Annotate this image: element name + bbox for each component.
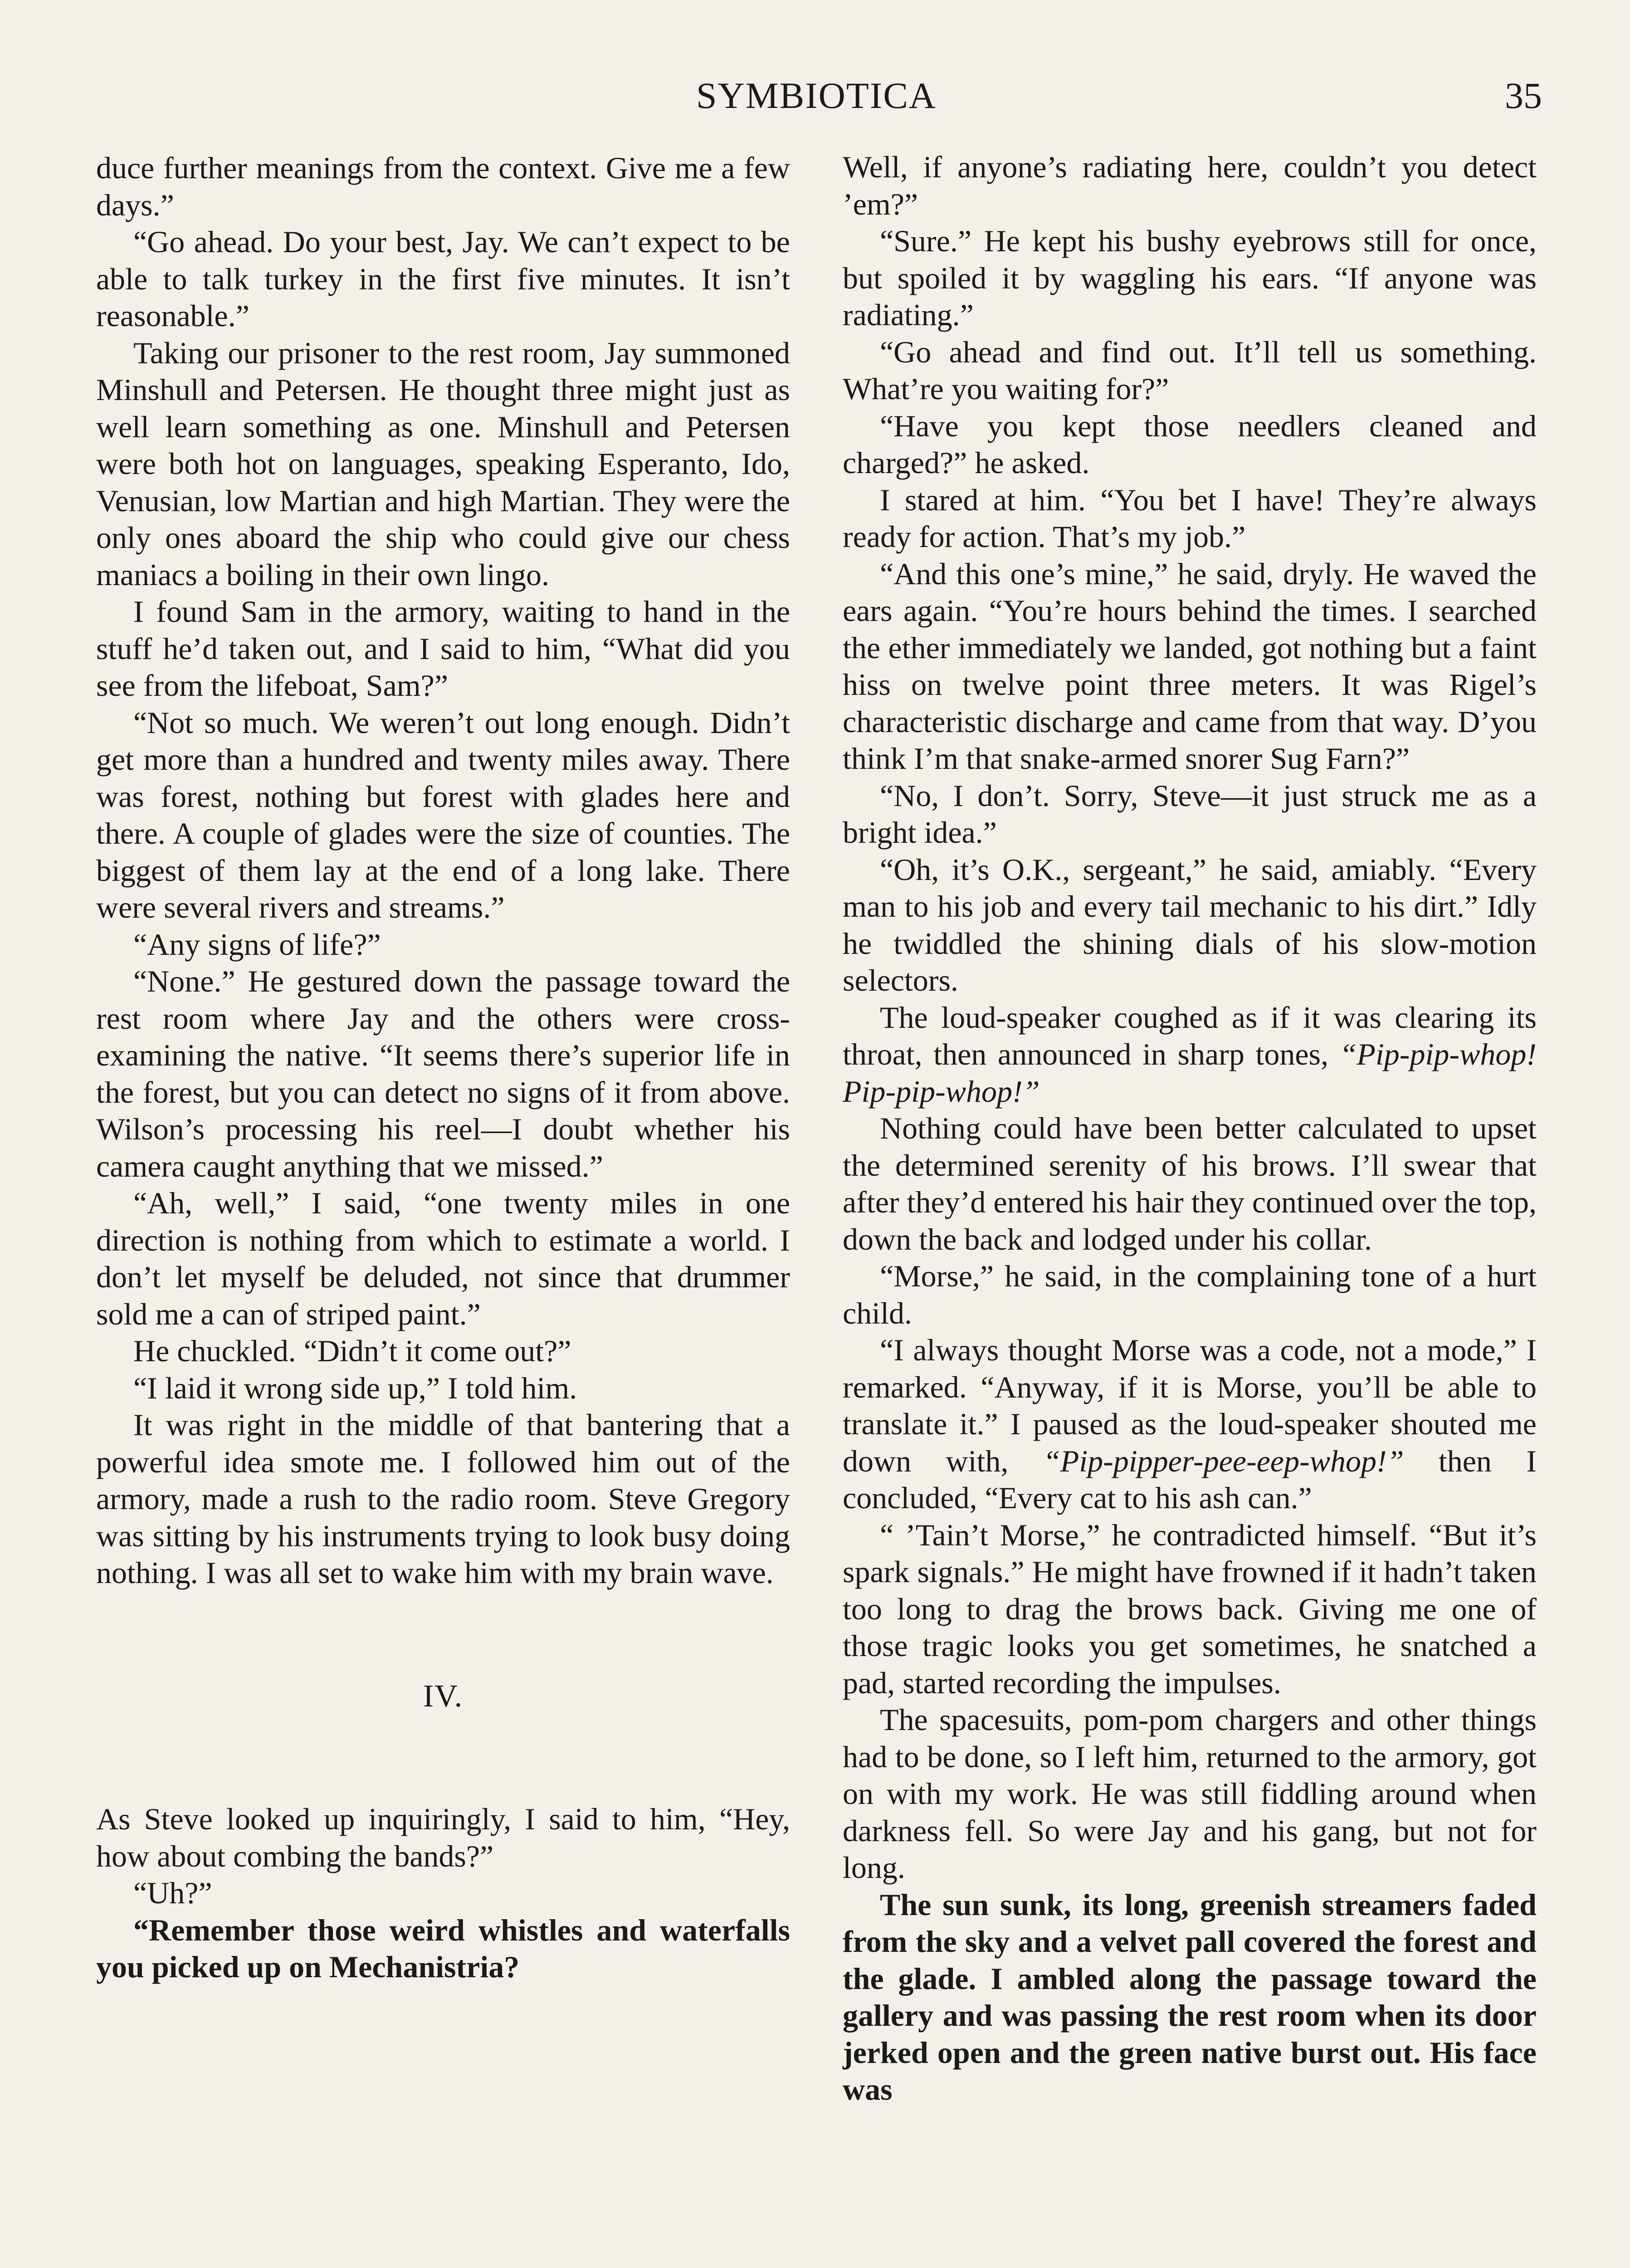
paragraph-text: “I always thought Morse was a code, not a mode,” I remarked. “Anyway, if it is Morse, you’ll be able to translate it.” I paused as the loud-speaker shouted me down with,: [843, 1333, 1537, 1478]
page-number: 35: [1505, 75, 1542, 116]
paragraph: The sun sunk, its long, greenish streamers faded from the sky and a velvet pall covered the forest and the glade. I ambled along the passage toward the gallery and was passing the rest room when its door jerked open and the green native burst out. His face was: [843, 1887, 1537, 2107]
paragraph: He chuckled. “Didn’t it come out?”: [133, 1334, 571, 1368]
paragraph: I found Sam in the armory, waiting to hand in the stuff he’d taken out, and I said to him, “What did you see from the lifeboat, Sam?”: [96, 594, 790, 703]
paragraph-text: The loud-speaker coughed as if it was clearing its throat, then announced in sharp tones,: [843, 1000, 1537, 1071]
paragraph: I stared at him. “You bet I have! They’re always ready for action. That’s my job.”: [843, 482, 1537, 554]
paragraph: “Morse,” he said, in the complaining tone of a hurt child.: [843, 1259, 1537, 1330]
paragraph: As Steve looked up inquiringly, I said to him, “Hey, how about combing the bands?”: [96, 1802, 790, 1873]
running-head: SYMBIOTICA: [696, 75, 937, 116]
paragraph: “Sure.” He kept his bushy eyebrows still for once, but spoiled it by waggling his ears. “If anyone was radiating.”: [843, 224, 1537, 332]
paragraph: The spacesuits, pom-pom chargers and other things had to be done, so I left him, returned to the armory, got on with my work. He was still fiddling around when darkness fell. So were Jay and his gang, but not for long.: [843, 1702, 1537, 1885]
paragraph: “Uh?”: [133, 1876, 212, 1910]
paragraph: “Oh, it’s O.K., sergeant,” he said, amiably. “Every man to his job and every tail mechanic to his dirt.” Idly he twiddled the shining dials of his slow-motion selectors.: [843, 852, 1537, 997]
right-text-column: [843, 149, 1537, 2108]
paragraph: Taking our prisoner to the rest room, Jay summoned Minshull and Petersen. He thought three might just as well learn something as one. Minshull and Petersen were both hot on languages, speaking Esperanto, Ido, Venusian, low Martian and high Martian. They were the only ones aboard the ship who could give our chess maniacs a boiling in their own lingo.: [96, 335, 790, 592]
paragraph: “Not so much. We weren’t out long enough. Didn’t get more than a hundred and twenty miles away. There was forest, nothing but forest with glades here and there. A couple of glades were the size of counties. The biggest of them lay at the end of a long lake. There were several rivers and streams.”: [96, 705, 790, 924]
paragraph: “ ’Tain’t Morse,” he contradicted himself. “But it’s spark signals.” He might have frowned if it hadn’t taken too long to drag the brows back. Giving me one of those tragic looks you get sometimes, he snatched a pad, started recording the impulses.: [843, 1517, 1537, 1700]
paragraph: “No, I don’t. Sorry, Steve—it just struck me as a bright idea.”: [843, 778, 1537, 850]
paragraph: [843, 999, 1537, 1110]
paragraph: “Remember those weird whistles and waterfalls you picked up on Mechanistria?: [96, 1912, 790, 1984]
paragraph: It was right in the middle of that bantering that a powerful idea smote me. I followed him out of the armory, made a rush to the radio room. Steve Gregory was sitting by his instruments trying to look busy doing nothing. I was all set to wake him with my brain wave.: [96, 1408, 790, 1590]
paragraph: “Have you kept those needlers cleaned and charged?” he asked.: [843, 408, 1537, 480]
paragraph: “Go ahead. Do your best, Jay. We can’t expect to be able to talk turkey in the first five minutes. It isn’t reasonable.”: [96, 225, 790, 333]
paragraph: duce further meanings from the context. Give me a few days.”: [96, 151, 790, 222]
section-heading: IV.: [423, 1678, 464, 1714]
paragraph: “None.” He gestured down the passage toward the rest room where Jay and the others were cross-examining the native. “It seems there’s superior life in the forest, but you can detect no signs of it from above. Wilson’s processing his reel—I doubt whether his camera caught anything that we missed.”: [96, 964, 790, 1183]
paragraph-text: then I concluded, “Every cat to his ash can.”: [843, 1443, 1537, 1515]
paragraph: Well, if anyone’s radiating here, couldn’t you detect ’em?”: [843, 150, 1537, 221]
paragraph: [843, 1332, 1537, 1517]
paragraph: “Go ahead and find out. It’ll tell us something. What’re you waiting for?”: [843, 334, 1537, 406]
paragraph: “Any signs of life?”: [133, 927, 381, 962]
paragraph: Nothing could have been better calculated to upset the determined serenity of his brows. I’ll swear that after they’d entered his hair they continued over the top, down the back and lodged under his collar.: [843, 1111, 1537, 1256]
left-text-column: [96, 150, 790, 1986]
italic-sound-text: “Pip-pip-whop! Pip-pip-whop!”: [843, 1037, 1537, 1109]
italic-sound-text: “Pip-pipper-pee-eep-whop!”: [1043, 1443, 1404, 1478]
paragraph: “I laid it wrong side up,” I told him.: [133, 1370, 577, 1405]
paragraph: “Ah, well,” I said, “one twenty miles in one direction is nothing from which to estimate a world. I don’t let myself be deluded, not since that drummer sold me a can of striped paint.”: [96, 1186, 790, 1331]
paragraph: “And this one’s mine,” he said, dryly. He waved the ears again. “You’re hours behind the times. I searched the ether immediately we landed, got nothing but a faint hiss on twelve point three meters. It was Rigel’s characteristic discharge and came from that way. D’you think I’m that snake-armed snorer Sug Farn?”: [843, 556, 1537, 776]
